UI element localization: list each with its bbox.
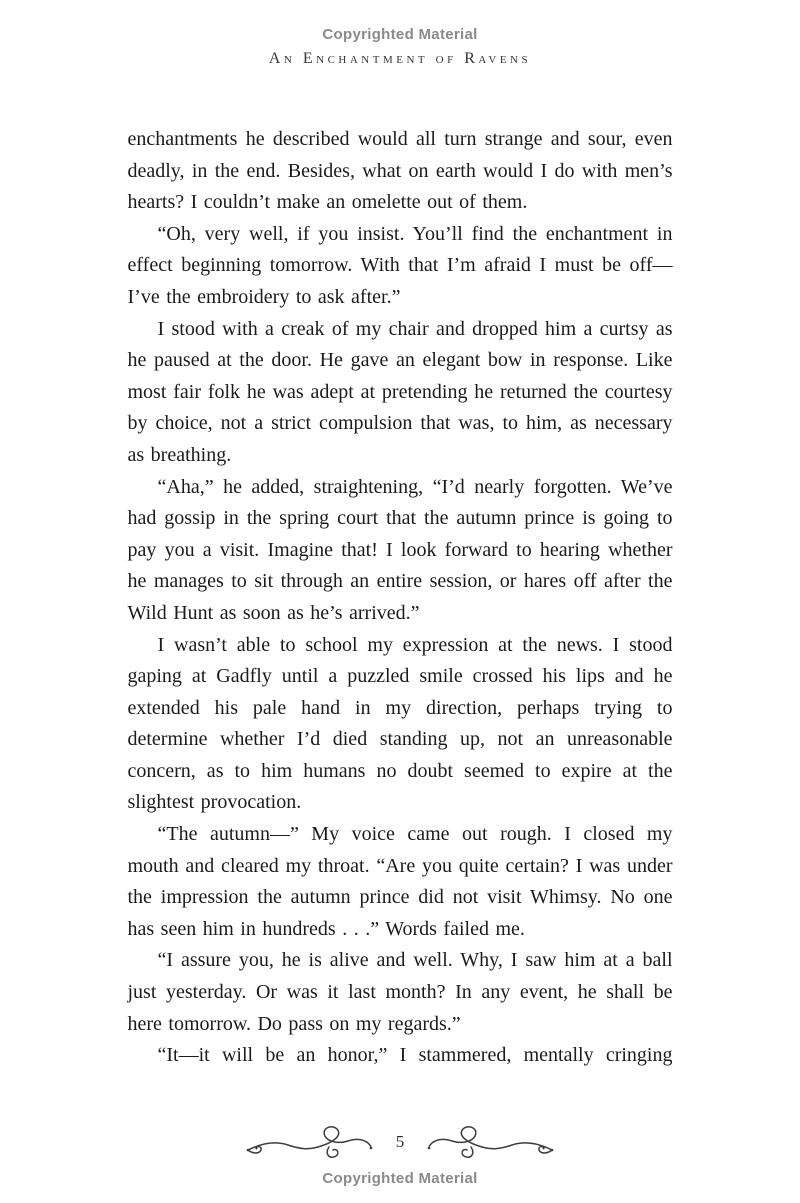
book-text-block — [128, 124, 673, 1072]
paragraph: I wasn’t able to school my expression at the news. I stood gaping at Gadfly until a puzzled smile crossed his lips and he extended his pale hand in my direction, perhaps trying to determine whether I’d died standing up, not an unreasonable concern, as to him humans no doubt seemed to expire at the slightest provocation. — [127, 633, 673, 814]
running-header: An Enchantment of Ravens — [268, 50, 532, 67]
flourish-left-icon — [244, 1124, 374, 1164]
paragraph: “I assure you, he is alive and well. Why, I saw him at a ball just yesterday. Or was it last month? In any event, he shall be here tomorrow. Do pass on my regards.” — [127, 949, 673, 1035]
bottom-copyright-notice: Copyrighted Material — [322, 1170, 478, 1187]
page-number-row — [0, 1124, 800, 1164]
flourish-right-icon — [426, 1124, 556, 1164]
top-copyright-notice: Copyrighted Material — [322, 26, 478, 43]
paragraph: “Oh, very well, if you insist. You’ll find the enchantment in effect beginning tomorrow. With that I’m afraid I must be off—I’ve the embroidery to ask after.” — [127, 222, 673, 308]
paragraph: “Aha,” he added, straightening, “I’d nearly forgotten. We’ve had gossip in the spring court that the autumn prince is going to pay you a visit. Imagine that! I look forward to hearing whether he manages to sit through an entire session, or hares off after the Wild Hunt as soon as he’s arrived.” — [127, 475, 673, 624]
paragraph: “It—it will be an honor,” I stammered, mentally cringing — [157, 1044, 673, 1067]
page-footer — [0, 1124, 800, 1187]
paragraph: enchantments he described would all turn strange and sour, even deadly, in the end. Besides, what on earth would I do with men’s hearts? I couldn’t make an omelette out of them. — [127, 128, 673, 214]
paragraph: I stood with a creak of my chair and dropped him a curtsy as he paused at the door. He gave an elegant bow in response. Like most fair folk he was adept at pretending he returned the courtesy by choice, not a strict compulsion that was, to him, as necessary as breathing. — [127, 317, 673, 466]
page-number: 5 — [395, 1131, 405, 1151]
paragraph: “The autumn—” My voice came out rough. I closed my mouth and cleared my throat. “Are you quite certain? I was under the impression the autumn prince did not visit Whimsy. No one has seen him in hundreds . . .” Words failed me. — [127, 823, 673, 940]
